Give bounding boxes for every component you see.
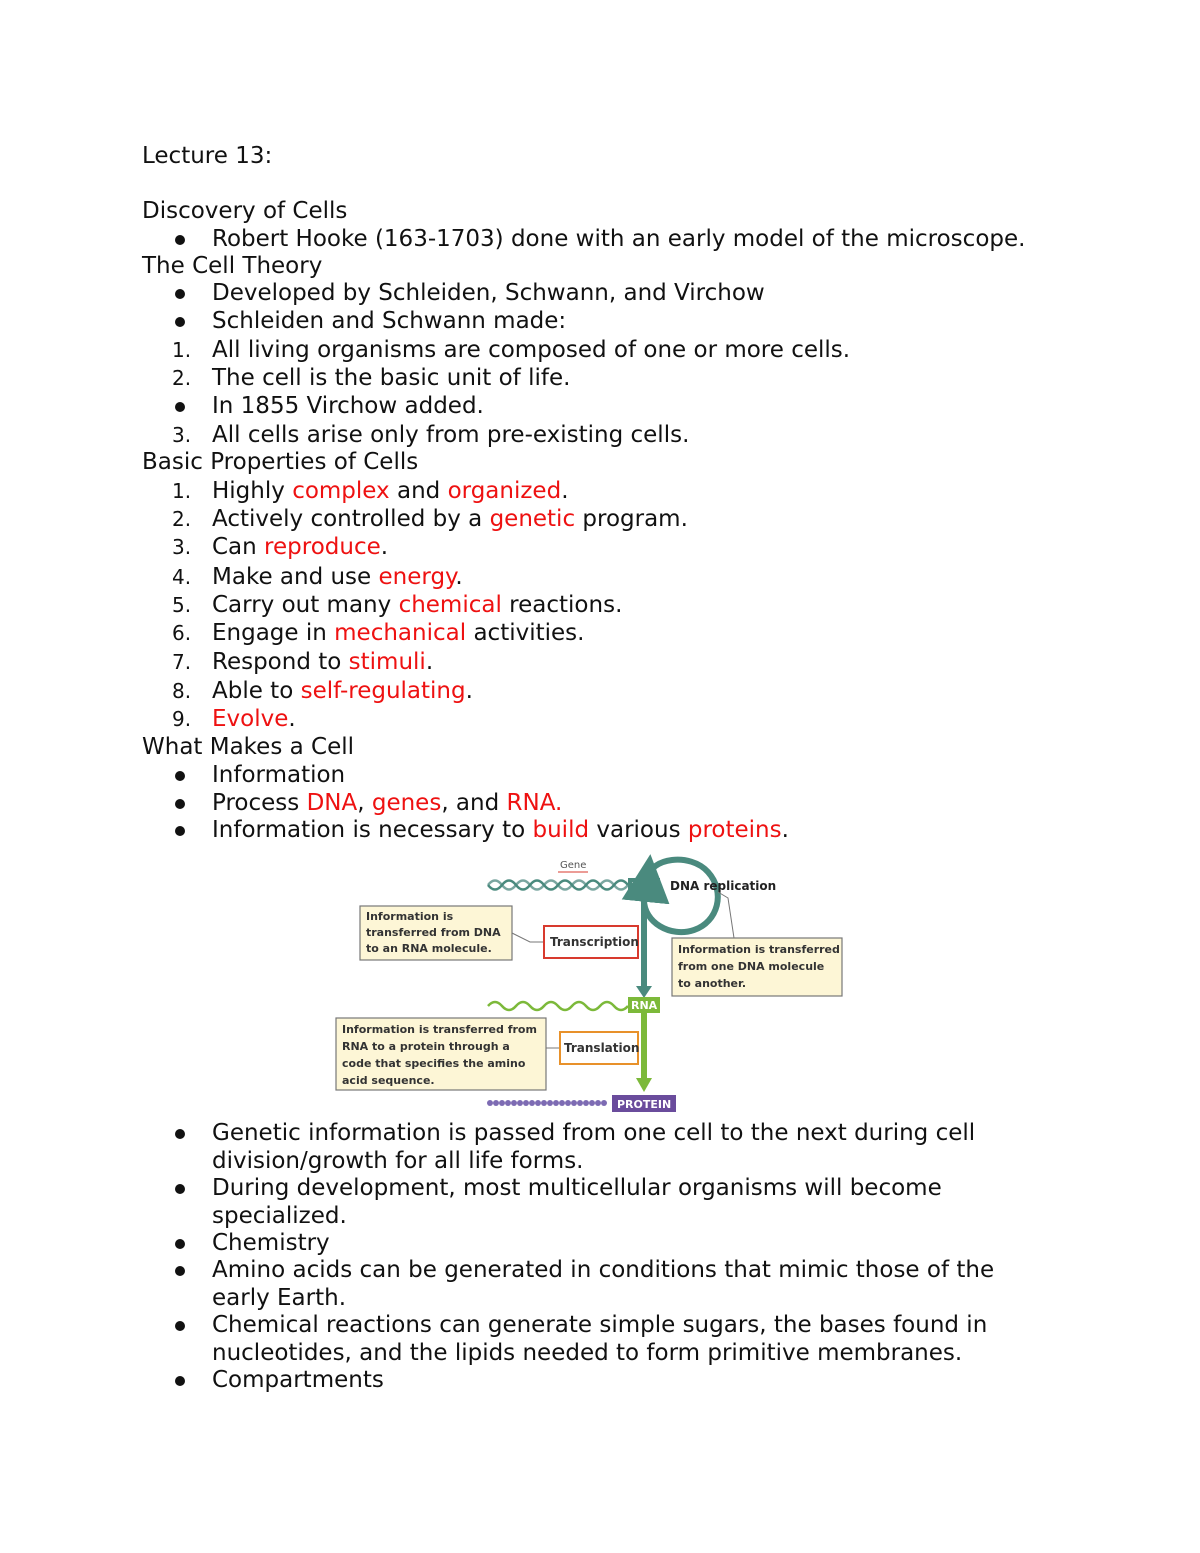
- protein-chain: [487, 1100, 607, 1106]
- list-number: 1.: [172, 479, 192, 503]
- after-bullet-5-line1: Chemical reactions can generate simple sugars, the bases found in: [212, 1312, 988, 1338]
- bullet-icon: [175, 1129, 185, 1139]
- replication-loop-arrow: [644, 860, 718, 932]
- property-item-8: Able to self-regulating.: [212, 678, 473, 704]
- heading-what-makes-cell: What Makes a Cell: [142, 734, 355, 760]
- bullet-icon: [175, 826, 185, 836]
- after-bullet-2-line1: During development, most multicellular organisms will become: [212, 1175, 942, 1201]
- dna-to-rna-arrowhead: [636, 986, 652, 998]
- bullet-icon: [175, 799, 185, 809]
- bullet-icon: [175, 1376, 185, 1386]
- after-bullet-4-line2: early Earth.: [212, 1285, 347, 1311]
- property-item-4: Make and use energy.: [212, 564, 463, 590]
- list-number: 9.: [172, 707, 192, 731]
- property-item-2: Actively controlled by a genetic program.: [212, 506, 688, 532]
- property-item-3: Can reproduce.: [212, 534, 389, 560]
- after-bullet-4-line1: Amino acids can be generated in conditions that mimic those of the: [212, 1257, 995, 1283]
- bullet-icon: [175, 402, 185, 412]
- protein-label: PROTEIN: [617, 1098, 672, 1111]
- bullet-icon: [175, 317, 185, 327]
- after-bullet-3: Chemistry: [212, 1230, 330, 1256]
- after-bullet-1-line1: Genetic information is passed from one cell to the next during cell: [212, 1120, 976, 1146]
- list-number: 7.: [172, 650, 192, 674]
- list-number: 2.: [172, 366, 192, 390]
- list-number: 5.: [172, 593, 192, 617]
- list-number: 1.: [172, 338, 192, 362]
- after-bullet-2-line2: specialized.: [212, 1203, 347, 1229]
- heading-cell-theory: The Cell Theory: [142, 253, 323, 279]
- bullet-icon: [175, 1321, 185, 1331]
- bullet-icon: [175, 1239, 185, 1249]
- callout-dna-rna-line1: Information is: [366, 910, 454, 923]
- property-item-1: Highly complex and organized.: [212, 478, 569, 504]
- makes-bullet-3: Information is necessary to build various proteins.: [212, 817, 789, 843]
- theory-bullet-3: In 1855 Virchow added.: [212, 393, 484, 419]
- heading-basic-properties: Basic Properties of Cells: [142, 449, 419, 475]
- after-bullet-5-line2: nucleotides, and the lipids needed to form primitive membranes.: [212, 1340, 963, 1366]
- rna-label: RNA: [631, 999, 658, 1012]
- dna-replication-label: DNA replication: [670, 879, 777, 893]
- callout-connector: [512, 933, 544, 942]
- callout-rna-protein-line3: code that specifies the amino: [342, 1057, 526, 1070]
- rna-strand: [488, 1002, 628, 1010]
- callout-dna-dna-line2: from one DNA molecule: [678, 960, 825, 973]
- property-item-5: Carry out many chemical reactions.: [212, 592, 623, 618]
- callout-rna-protein-line4: acid sequence.: [342, 1074, 435, 1087]
- callout-dna-dna-line1: Information is transferred: [678, 943, 840, 956]
- list-number: 3.: [172, 423, 192, 447]
- theory-item-2: The cell is the basic unit of life.: [212, 365, 571, 391]
- list-number: 2.: [172, 507, 192, 531]
- theory-bullet-1: Developed by Schleiden, Schwann, and Virchow: [212, 280, 765, 306]
- central-dogma-diagram: [330, 850, 870, 1115]
- list-number: 6.: [172, 621, 192, 645]
- bullet-icon: [175, 1184, 185, 1194]
- callout-dna-rna-line3: to an RNA molecule.: [366, 942, 492, 955]
- rna-to-protein-arrowhead: [636, 1078, 652, 1092]
- theory-bullet-2: Schleiden and Schwann made:: [212, 308, 567, 334]
- dna-label: DNA: [631, 880, 658, 893]
- list-number: 4.: [172, 565, 192, 589]
- bullet-icon: [175, 771, 185, 781]
- translation-label: Translation: [564, 1041, 640, 1055]
- after-bullet-1-line2: division/growth for all life forms.: [212, 1148, 584, 1174]
- makes-bullet-2: Process DNA, genes, and RNA.: [212, 790, 563, 816]
- theory-item-1: All living organisms are composed of one or more cells.: [212, 337, 851, 363]
- transcription-label: Transcription: [550, 935, 639, 949]
- bullet-icon: [175, 1266, 185, 1276]
- property-item-6: Engage in mechanical activities.: [212, 620, 585, 646]
- callout-rna-protein-line1: Information is transferred from: [342, 1023, 537, 1036]
- callout-rna-protein-line2: RNA to a protein through a: [342, 1040, 510, 1053]
- discovery-bullet-1: Robert Hooke (163-1703) done with an early model of the microscope.: [212, 226, 1026, 252]
- callout-dna-dna-line3: to another.: [678, 977, 747, 990]
- list-number: 8.: [172, 679, 192, 703]
- makes-bullet-1: Information: [212, 762, 346, 788]
- list-number: 3.: [172, 535, 192, 559]
- dna-helix-strand-2: [488, 881, 628, 890]
- after-bullet-6: Compartments: [212, 1367, 384, 1393]
- theory-item-3: All cells arise only from pre-existing cells.: [212, 422, 690, 448]
- callout-dna-rna-line2: transferred from DNA: [366, 926, 501, 939]
- property-item-7: Respond to stimuli.: [212, 649, 434, 675]
- property-item-9: Evolve.: [212, 706, 296, 732]
- bullet-icon: [175, 235, 185, 245]
- lecture-title: Lecture 13:: [142, 143, 273, 169]
- heading-discovery: Discovery of Cells: [142, 198, 348, 224]
- gene-label: Gene: [560, 860, 587, 871]
- bullet-icon: [175, 289, 185, 299]
